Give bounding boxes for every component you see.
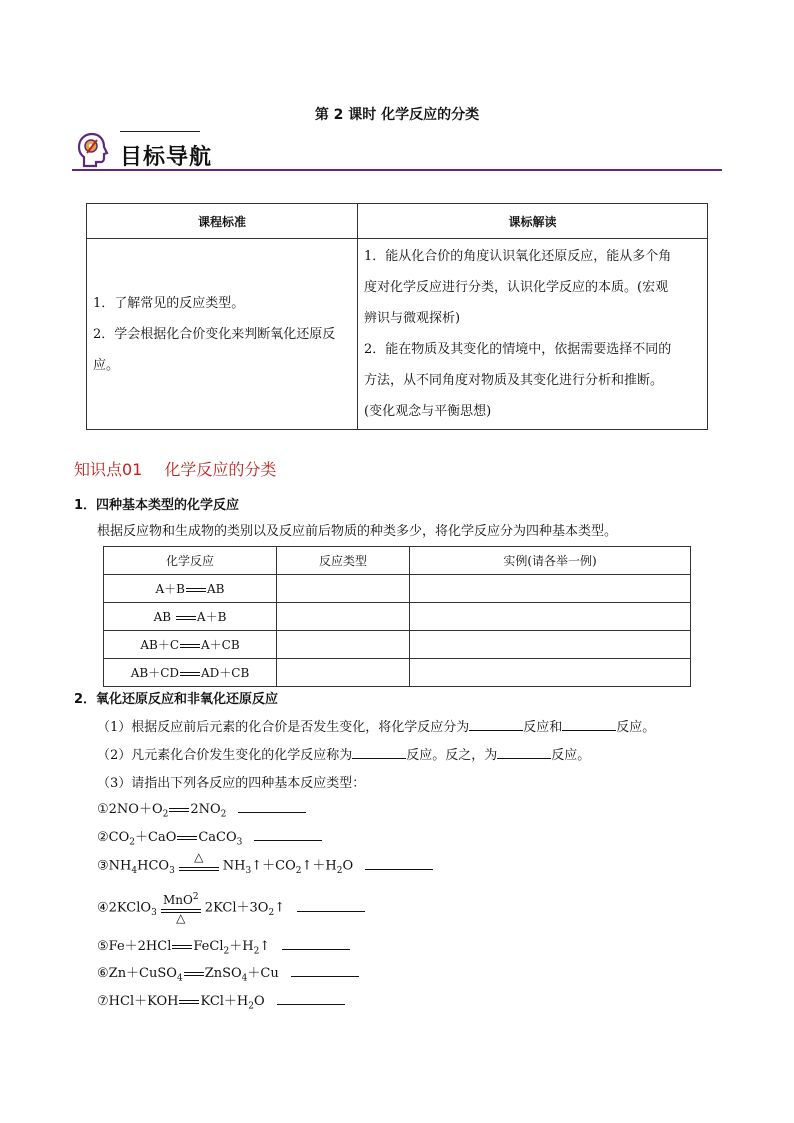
example-blank-cell[interactable] (410, 631, 691, 659)
heating-condition: △ (177, 850, 221, 882)
standards-left-line: 应。 (93, 357, 120, 373)
section-label: 知识点01 (74, 460, 143, 479)
standards-table (86, 203, 708, 430)
question-2: （2）凡元素化合价发生变化的化学反应称为 反应。反之，为 反应。 (97, 748, 591, 763)
header-type: 反应类型 (277, 547, 410, 575)
head-gears-icon (76, 131, 110, 169)
standards-header-row (87, 204, 708, 239)
standards-left-line: 1．了解常见的反应类型。 (93, 295, 245, 311)
standards-right-line: 方法，从不同角度对物质及其变化进行分析和推断。 (364, 373, 664, 388)
answer-blank[interactable] (497, 746, 551, 759)
banner-rule (72, 169, 722, 171)
reaction-formula: A＋B AB (104, 575, 277, 603)
reaction-formula: AB＋C A＋CB (104, 631, 277, 659)
standards-right-cell (358, 239, 708, 430)
reaction-formula: AB＋CD AD＋CB (104, 659, 277, 687)
table-row (104, 659, 691, 687)
type-blank-cell[interactable] (277, 575, 410, 603)
type-blank-cell[interactable] (277, 631, 410, 659)
part1-intro: 根据反应物和生成物的类别以及反应前后物质的种类多少，将化学反应分为四种基本类型。 (97, 524, 618, 539)
answer-blank[interactable] (291, 964, 359, 977)
table-row (104, 631, 691, 659)
type-blank-cell[interactable] (277, 659, 410, 687)
standards-left-cell (87, 239, 358, 430)
standards-right-line: 2．能在物质及其变化的情境中，依据需要选择不同的 (364, 342, 672, 357)
answer-blank[interactable] (352, 746, 406, 759)
header-example: 实例(请各举一例) (410, 547, 691, 575)
standards-right-line: (变化观念与平衡思想) (364, 404, 492, 419)
section-title: 化学反应的分类 (164, 460, 277, 479)
equation-6: ⑥Zn＋CuSO$_4$ ZnSO$_4$＋Cu (97, 962, 359, 984)
part2-heading: 2．氧化还原反应和非氧化还原反应 (74, 692, 279, 707)
standards-left-line: 2．学会根据化合价变化来判断氧化还原反 (93, 326, 336, 342)
equation-7: ⑦HCl＋KOH $KCl+H_2O$ (97, 990, 345, 1012)
answer-blank[interactable] (297, 899, 365, 912)
answer-blank[interactable] (365, 857, 433, 870)
page-title: 第 2 课时 化学反应的分类 (314, 107, 480, 123)
standards-body-row (87, 239, 708, 430)
example-blank-cell[interactable] (410, 603, 691, 631)
answer-blank[interactable] (238, 800, 306, 813)
answer-blank[interactable] (254, 828, 322, 841)
banner-title: 目标导航 (120, 145, 213, 170)
standards-right-line: 度对化学反应进行分类，认识化学反应的本质。(宏观 (364, 280, 669, 295)
type-blank-cell[interactable] (277, 603, 410, 631)
equation-2: $②CO_2+CaO$ CaCO$_3$ (97, 826, 322, 848)
standards-header-right: 课标解读 (358, 204, 708, 239)
standards-header-left: 课程标准 (87, 204, 358, 239)
table-row (104, 575, 691, 603)
equation-3: $③NH_4HCO_3$ △ $NH_3↑+CO_2↑+H_2O$ (97, 850, 433, 882)
question-3: （3）请指出下列各反应的四种基本反应类型： (97, 776, 366, 791)
answer-blank[interactable] (277, 992, 345, 1005)
standards-right-line: 1．能从化合价的角度认识氧化还原反应，能从多个角 (364, 249, 672, 264)
reaction-types-table (103, 546, 691, 687)
example-blank-cell[interactable] (410, 659, 691, 687)
table-row (104, 603, 691, 631)
question-1: （1）根据反应前后元素的化合价是否发生变化，将化学反应分为 反应和 反应。 (97, 720, 656, 735)
standards-right-line: 辨识与微观探析) (364, 311, 461, 326)
equation-1: $①2NO+O_2$ $2NO_2$ (97, 798, 306, 820)
example-blank-cell[interactable] (410, 575, 691, 603)
equation-5: ⑤Fe＋2HCl $FeCl_2+H_2↑$ (97, 935, 350, 957)
header-reaction: 化学反应 (104, 547, 277, 575)
catalyst-condition: MnO$^2$ △ (159, 892, 203, 924)
answer-blank[interactable] (469, 718, 523, 731)
equation-4: ④2KClO$_3$ MnO$^2$ △ $2KCl+3O_2↑$ (97, 892, 365, 924)
answer-blank[interactable] (282, 937, 350, 950)
banner-short-line (120, 131, 200, 132)
reaction-formula: AB A＋B (104, 603, 277, 631)
part1-heading: 1．四种基本类型的化学反应 (74, 498, 240, 513)
section-heading (74, 457, 276, 480)
reaction-table-header (104, 547, 691, 575)
answer-blank[interactable] (562, 718, 616, 731)
